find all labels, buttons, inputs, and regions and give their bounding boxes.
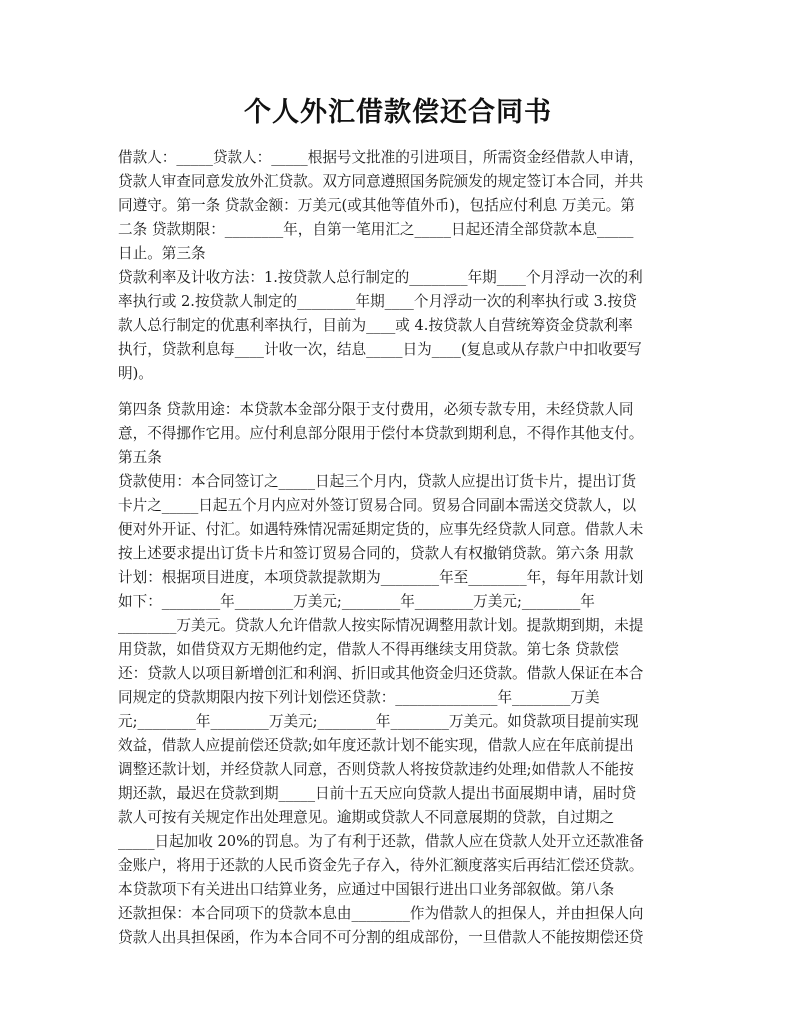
body-line-26: 调整还款计划，并经贷款人同意，否则贷款人将按贷款违约处理;如借款人不能按 — [118, 761, 634, 778]
body-line-11: 第四条 贷款用途：本贷款本金部分限于支付费用，必须专款专用，未经贷款人同 — [118, 401, 634, 418]
body-line-29: _____日起加收 20%的罚息。为了有利于还款，借款人应在贷款人处开立还款准备 — [118, 833, 644, 850]
body-line-28: 款人可按有关规定作出处理意见。逾期或贷款人不同意展期的贷款，自过期之 — [118, 809, 615, 826]
body-line-33: 贷款人出具担保函，作为本合同不可分割的组成部份，一旦借款人不能按期偿还贷 — [118, 929, 644, 946]
body-line-5: 日止。第三条 — [118, 245, 206, 262]
body-line-15: 卡片之_____日起五个月内应对外签订贸易合同。贸易合同副本需送交贷款人，以 — [118, 497, 637, 514]
body-line-25: 效益，借款人应提前偿还贷款;如年度还款计划不能实现，借款人应在年底前提出 — [118, 737, 634, 754]
body-line-13: 第五条 — [118, 449, 162, 466]
body-line-22: 还：贷款人以项目新增创汇和利润、折旧或其他资金归还贷款。借款人保证在本合 — [118, 665, 644, 682]
body-line-32: 还款担保：本合同项下的贷款本息由________作为借款人的担保人，并由担保人向 — [118, 905, 644, 922]
body-line-8: 款人总行制定的优惠利率执行，目前为____或 4.按贷款人自营统筹资金贷款利率 — [118, 317, 633, 334]
body-line-18: 计划：根据项目进度，本项贷款提款期为________年至________年，每年用款计划 — [118, 569, 644, 586]
body-line-17: 按上述要求提出订货卡片和签订贸易合同的，贷款人有权撤销贷款。第六条 用款 — [118, 545, 634, 562]
document-title: 个人外汇借款偿还合同书 — [244, 97, 552, 128]
body-line-12: 意，不得挪作它用。应付利息部分限用于偿付本贷款到期利息，不得作其他支付。 — [118, 425, 644, 442]
body-line-19: 如下：________年________万美元;________年________万美元;________年 — [118, 593, 595, 610]
body-line-2: 贷款人审查同意发放外汇贷款。双方同意遵照国务院颁发的规定签订本合同，并共 — [118, 173, 644, 190]
body-line-31: 本贷款项下有关进出口结算业务，应通过中国银行进出口业务部叙做。第八条 — [118, 881, 615, 898]
body-line-9: 执行，贷款利息每____计收一次，结息_____日为____(复息或从存款户中扣收要写 — [118, 341, 642, 358]
body-line-1: 借款人：_____贷款人：_____根据号文批准的引进项目，所需资金经借款人申请， — [118, 149, 644, 166]
body-line-23: 同规定的贷款期限内按下列计划偿还贷款：______________年________万美 — [118, 689, 600, 706]
body-line-30: 金账户，将用于还款的人民币资金先子存入，待外汇额度落实后再结汇偿还贷款。 — [118, 857, 644, 874]
body-line-7: 率执行或 2.按贷款人制定的________年期____个月浮动一次的利率执行或 3.按贷 — [118, 293, 637, 310]
body-line-6: 贷款利率及计收方法：1.按贷款人总行制定的________年期____个月浮动一次的利 — [118, 269, 643, 286]
body-line-3: 同遵守。第一条 贷款金额：万美元(或其他等值外币)，包括应付利息 万美元。第 — [118, 197, 635, 214]
body-line-24: 元;________年________万美元;________年________万美元。如贷款项目提前实现 — [118, 713, 639, 730]
body-line-21: 用贷款，如借贷双方无期他约定，借款人不得再继续支用贷款。第七条 贷款偿 — [118, 641, 619, 658]
body-line-14: 贷款使用：本合同签订之_____日起三个月内，贷款人应提出订货卡片，提出订货 — [118, 473, 637, 490]
body-line-16: 便对外开证、付汇。如遇特殊情况需延期定货的，应事先经贷款人同意。借款人未 — [118, 521, 644, 538]
body-line-10: 明)。 — [118, 365, 153, 382]
body-line-27: 期还款，最迟在贷款到期_____日前十五天应向贷款人提出书面展期申请，届时贷 — [118, 785, 637, 802]
body-line-4: 二条 贷款期限：________年，自第一笔用汇之_____日起还清全部贷款本息_____ — [118, 221, 634, 238]
body-line-20: ________万美元。贷款人允许借款人按实际情况调整用款计划。提款期到期，未提 — [118, 617, 644, 634]
